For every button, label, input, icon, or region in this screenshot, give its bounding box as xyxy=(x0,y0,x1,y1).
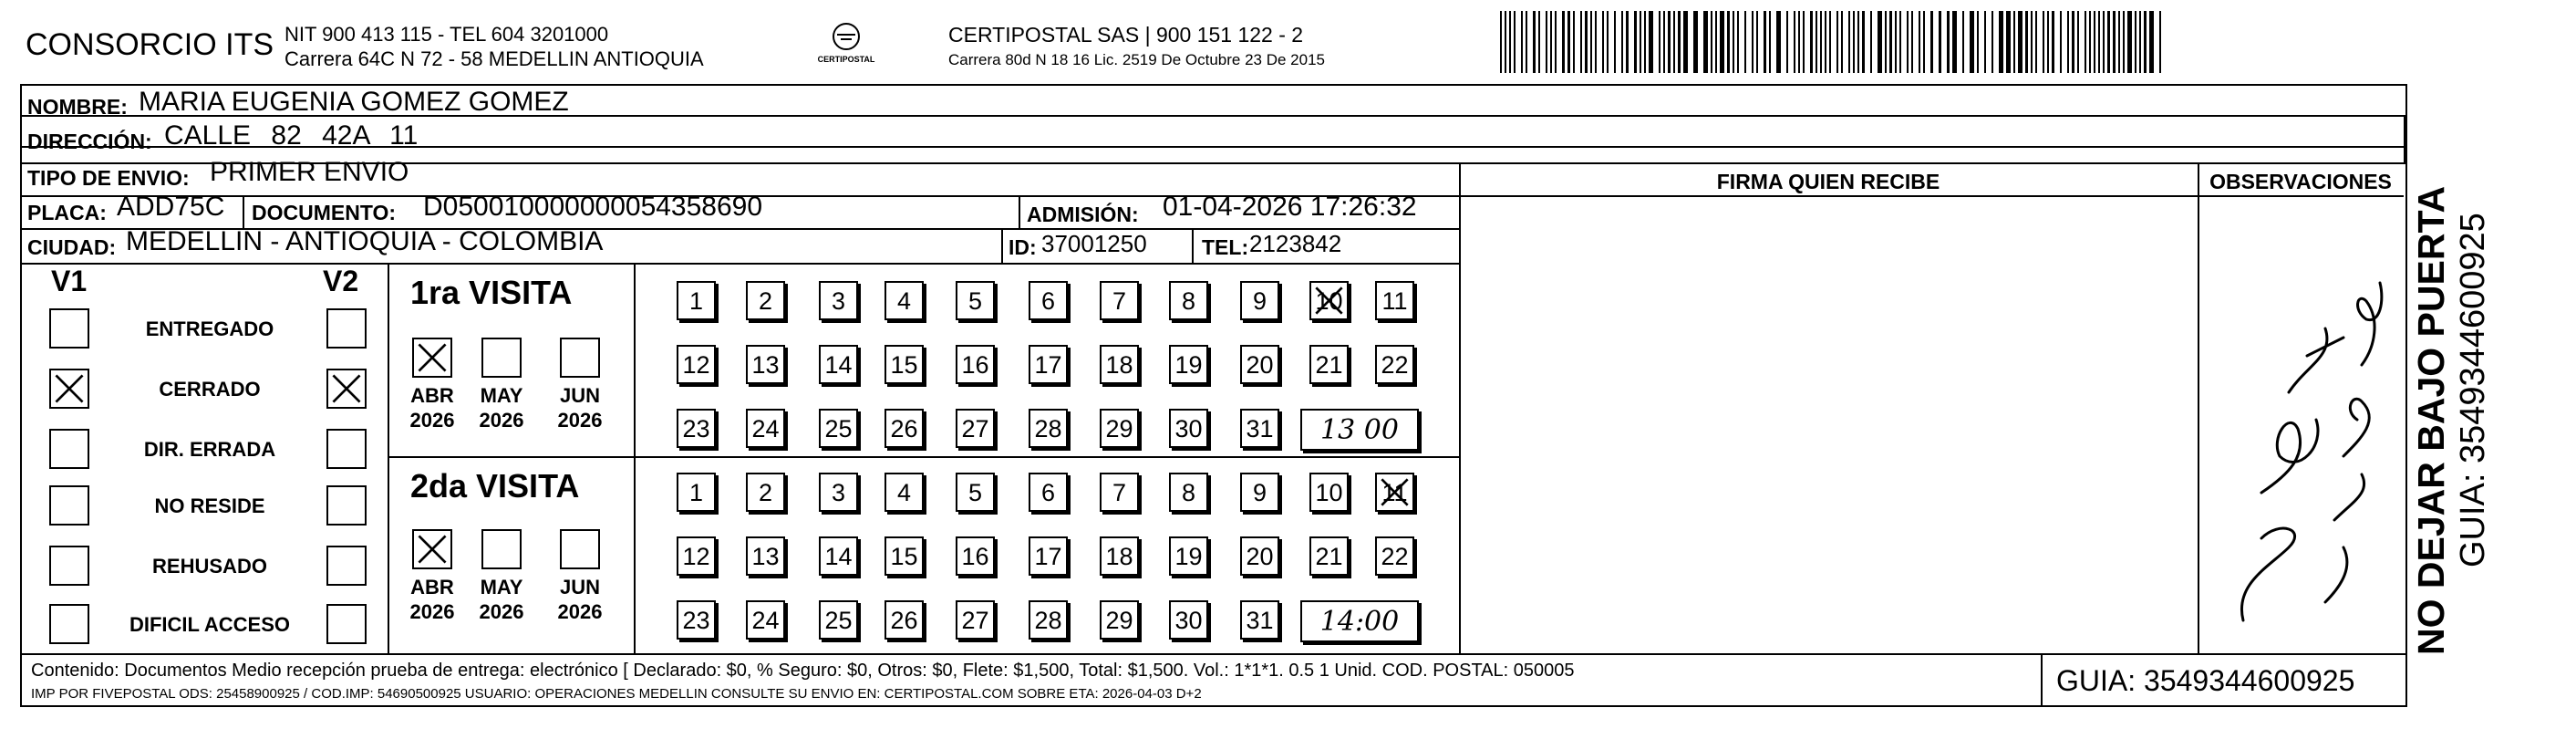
month-checkbox[interactable] xyxy=(481,529,522,569)
v1-checkbox[interactable] xyxy=(49,308,89,349)
day-box[interactable]: 14 xyxy=(819,345,858,384)
status-label: NO RESIDE xyxy=(154,494,265,517)
nombre-label: NOMBRE: xyxy=(27,95,128,119)
v2-checkbox[interactable] xyxy=(326,604,367,644)
day-box[interactable]: 12 xyxy=(677,536,716,576)
visit1-title: 1ra VISITA xyxy=(410,274,573,311)
day-box[interactable]: 17 xyxy=(1029,536,1068,576)
visit-time-box[interactable] xyxy=(1300,600,1419,642)
day-box[interactable]: 12 xyxy=(677,345,716,384)
day-box[interactable]: 30 xyxy=(1169,600,1208,640)
side-guia: GUIA: 3549344600925 xyxy=(2454,213,2492,567)
ciudad-value: MEDELLIN - ANTIOQUIA - COLOMBIA xyxy=(126,226,604,256)
direccion-value: CALLE 82 42A 11 xyxy=(164,120,419,151)
day-box[interactable]: 26 xyxy=(885,600,924,640)
day-box[interactable]: 23 xyxy=(677,409,716,448)
status-label: CERRADO xyxy=(159,378,261,401)
nombre-value: MARIA EUGENIA GOMEZ GOMEZ xyxy=(139,87,569,117)
id-value: 37001250 xyxy=(1041,230,1147,257)
visit-time: 14:00 xyxy=(1319,606,1400,638)
v1-checkbox[interactable] xyxy=(49,429,89,469)
v2-checkbox[interactable] xyxy=(326,429,367,469)
day-box[interactable]: 18 xyxy=(1100,536,1139,576)
v2-header: V2 xyxy=(323,265,359,297)
day-box[interactable]: 6 xyxy=(1029,281,1068,320)
v2-checkbox[interactable] xyxy=(326,546,367,586)
month-checkbox[interactable] xyxy=(560,338,600,378)
day-box[interactable]: 6 xyxy=(1029,473,1068,512)
day-box[interactable]: 19 xyxy=(1169,345,1208,384)
barcode-graphic xyxy=(1500,11,2166,73)
day-box[interactable]: 9 xyxy=(1240,281,1279,320)
tel-label: TEL: xyxy=(1202,235,1249,259)
day-box[interactable]: 31 xyxy=(1240,600,1279,640)
footer-content: Contenido: Documentos Medio recepción prueba de entrega: electrónico [ Declarado: $0, % Seguro: $0, Otros: $0, Flete: $1,500, Total: $1,500. Vol.: 1*1*1. 0.5 1 Unid. COD. POSTAL: 050005 xyxy=(31,661,1575,681)
logo-caption: CERTIPOSTAL xyxy=(817,55,875,64)
no-dejar-bajo-puerta: NO DEJAR BAJO PUERTA xyxy=(2410,185,2452,655)
day-box[interactable]: 18 xyxy=(1100,345,1139,384)
day-box[interactable]: 28 xyxy=(1029,600,1068,640)
visit-time: 13 00 xyxy=(1320,414,1399,446)
month-label: JUN 2026 xyxy=(557,384,603,432)
day-box[interactable]: 15 xyxy=(885,345,924,384)
day-box[interactable]: 11 xyxy=(1375,281,1414,320)
month-checkbox[interactable] xyxy=(560,529,600,569)
day-box[interactable]: 25 xyxy=(819,600,858,640)
day-box[interactable]: 1 xyxy=(677,281,716,320)
day-box[interactable]: 20 xyxy=(1240,536,1279,576)
day-box[interactable]: 2 xyxy=(746,473,785,512)
visit2-title: 2da VISITA xyxy=(410,467,580,505)
day-box[interactable]: 7 xyxy=(1100,281,1139,320)
certipostal-logo xyxy=(810,20,883,71)
day-box[interactable]: 13 xyxy=(746,536,785,576)
day-box[interactable]: 2 xyxy=(746,281,785,320)
month-checkbox[interactable] xyxy=(412,338,452,378)
day-box[interactable]: 28 xyxy=(1029,409,1068,448)
tipo-value: PRIMER ENVIO xyxy=(210,157,409,187)
carrier-address: Carrera 80d N 18 16 Lic. 2519 De Octubre 23 De 2015 xyxy=(948,51,1325,68)
status-label: DIFICIL ACCESO xyxy=(129,613,290,636)
footer-guia: GUIA: 3549344600925 xyxy=(2056,664,2355,697)
ciudad-label: CIUDAD: xyxy=(27,235,117,259)
observaciones-header: OBSERVACIONES xyxy=(2209,170,2392,193)
day-box[interactable]: 16 xyxy=(956,536,995,576)
day-box[interactable]: 7 xyxy=(1100,473,1139,512)
day-box[interactable]: 3 xyxy=(819,281,858,320)
v1-checkbox[interactable] xyxy=(49,369,89,409)
v1-checkbox[interactable] xyxy=(49,546,89,586)
month-checkbox[interactable] xyxy=(412,529,452,569)
barcode xyxy=(1500,11,2166,73)
v2-checkbox[interactable] xyxy=(326,369,367,409)
day-box[interactable]: 5 xyxy=(956,281,995,320)
day-box[interactable]: 10 xyxy=(1309,473,1349,512)
month-label: MAY 2026 xyxy=(479,384,524,432)
day-box[interactable]: 17 xyxy=(1029,345,1068,384)
day-box[interactable]: 16 xyxy=(956,345,995,384)
day-box[interactable]: 29 xyxy=(1100,600,1139,640)
day-box[interactable]: 27 xyxy=(956,600,995,640)
documento-label: DOCUMENTO: xyxy=(252,201,397,224)
day-box[interactable]: 1 xyxy=(677,473,716,512)
day-box[interactable]: 22 xyxy=(1375,536,1414,576)
company-address: Carrera 64C N 72 - 58 MEDELLIN ANTIOQUIA xyxy=(284,47,704,70)
day-box[interactable]: 8 xyxy=(1169,473,1208,512)
day-box[interactable]: 21 xyxy=(1309,345,1349,384)
day-box[interactable]: 31 xyxy=(1240,409,1279,448)
v1-checkbox[interactable] xyxy=(49,485,89,526)
day-box[interactable]: 13 xyxy=(746,345,785,384)
admision-value: 01-04-2026 17:26:32 xyxy=(1163,192,1417,222)
month-label: ABR 2026 xyxy=(409,384,455,432)
day-box[interactable]: 30 xyxy=(1169,409,1208,448)
day-box[interactable]: 8 xyxy=(1169,281,1208,320)
v1-checkbox[interactable] xyxy=(49,604,89,644)
month-label: JUN 2026 xyxy=(557,576,603,623)
day-box[interactable]: 14 xyxy=(819,536,858,576)
placa-label: PLACA: xyxy=(27,201,107,224)
month-checkbox[interactable] xyxy=(481,338,522,378)
tipo-label: TIPO DE ENVIO: xyxy=(27,166,190,190)
handwritten-signature xyxy=(2207,219,2398,648)
side-text xyxy=(2409,144,2509,655)
carrier-name: CERTIPOSTAL SAS | 900 151 122 - 2 xyxy=(948,23,1304,47)
day-box[interactable]: 27 xyxy=(956,409,995,448)
day-box[interactable]: 21 xyxy=(1309,536,1349,576)
day-box[interactable]: 5 xyxy=(956,473,995,512)
company-name: CONSORCIO ITS xyxy=(26,27,274,62)
day-box[interactable]: 4 xyxy=(885,281,924,320)
day-box[interactable]: 9 xyxy=(1240,473,1279,512)
direccion-label: DIRECCIÓN: xyxy=(27,130,152,153)
day-box[interactable]: 3 xyxy=(819,473,858,512)
day-box[interactable]: 24 xyxy=(746,409,785,448)
status-label: ENTREGADO xyxy=(145,317,274,340)
day-box[interactable]: 22 xyxy=(1375,345,1414,384)
footer-impresion: IMP POR FIVEPOSTAL ODS: 25458900925 / COD.IMP: 54690500925 USUARIO: OPERACIONES MEDELLIN CONSULTE SU ENVIO EN: CERTIPOSTAL.COM SOBRE ETA: 2026-04-03 D+2 xyxy=(31,686,1202,702)
placa-value: ADD75C xyxy=(117,192,225,222)
v2-checkbox[interactable] xyxy=(326,485,367,526)
tel-value: 2123842 xyxy=(1249,230,1342,257)
firma-header: FIRMA QUIEN RECIBE xyxy=(1716,170,1940,193)
id-label: ID: xyxy=(1009,235,1037,259)
documento-value: D050010000000054358690 xyxy=(423,192,763,222)
v2-checkbox[interactable] xyxy=(326,308,367,349)
day-box[interactable]: 24 xyxy=(746,600,785,640)
month-label: ABR 2026 xyxy=(409,576,455,623)
visit-time-box[interactable] xyxy=(1300,409,1419,451)
day-box[interactable]: 20 xyxy=(1240,345,1279,384)
status-label: REHUSADO xyxy=(152,555,267,578)
day-box[interactable]: 19 xyxy=(1169,536,1208,576)
day-box[interactable]: 4 xyxy=(885,473,924,512)
month-label: MAY 2026 xyxy=(479,576,524,623)
day-box[interactable]: 29 xyxy=(1100,409,1139,448)
day-box[interactable]: 25 xyxy=(819,409,858,448)
v1-header: V1 xyxy=(51,265,88,297)
admision-label: ADMISIÓN: xyxy=(1027,203,1139,226)
day-box[interactable]: 26 xyxy=(885,409,924,448)
day-box[interactable]: 11 xyxy=(1375,473,1414,512)
status-label: DIR. ERRADA xyxy=(143,438,276,461)
day-box[interactable]: 23 xyxy=(677,600,716,640)
day-box[interactable]: 10 xyxy=(1309,281,1349,320)
day-box[interactable]: 15 xyxy=(885,536,924,576)
company-nit: NIT 900 413 115 - TEL 604 3201000 xyxy=(284,23,609,46)
